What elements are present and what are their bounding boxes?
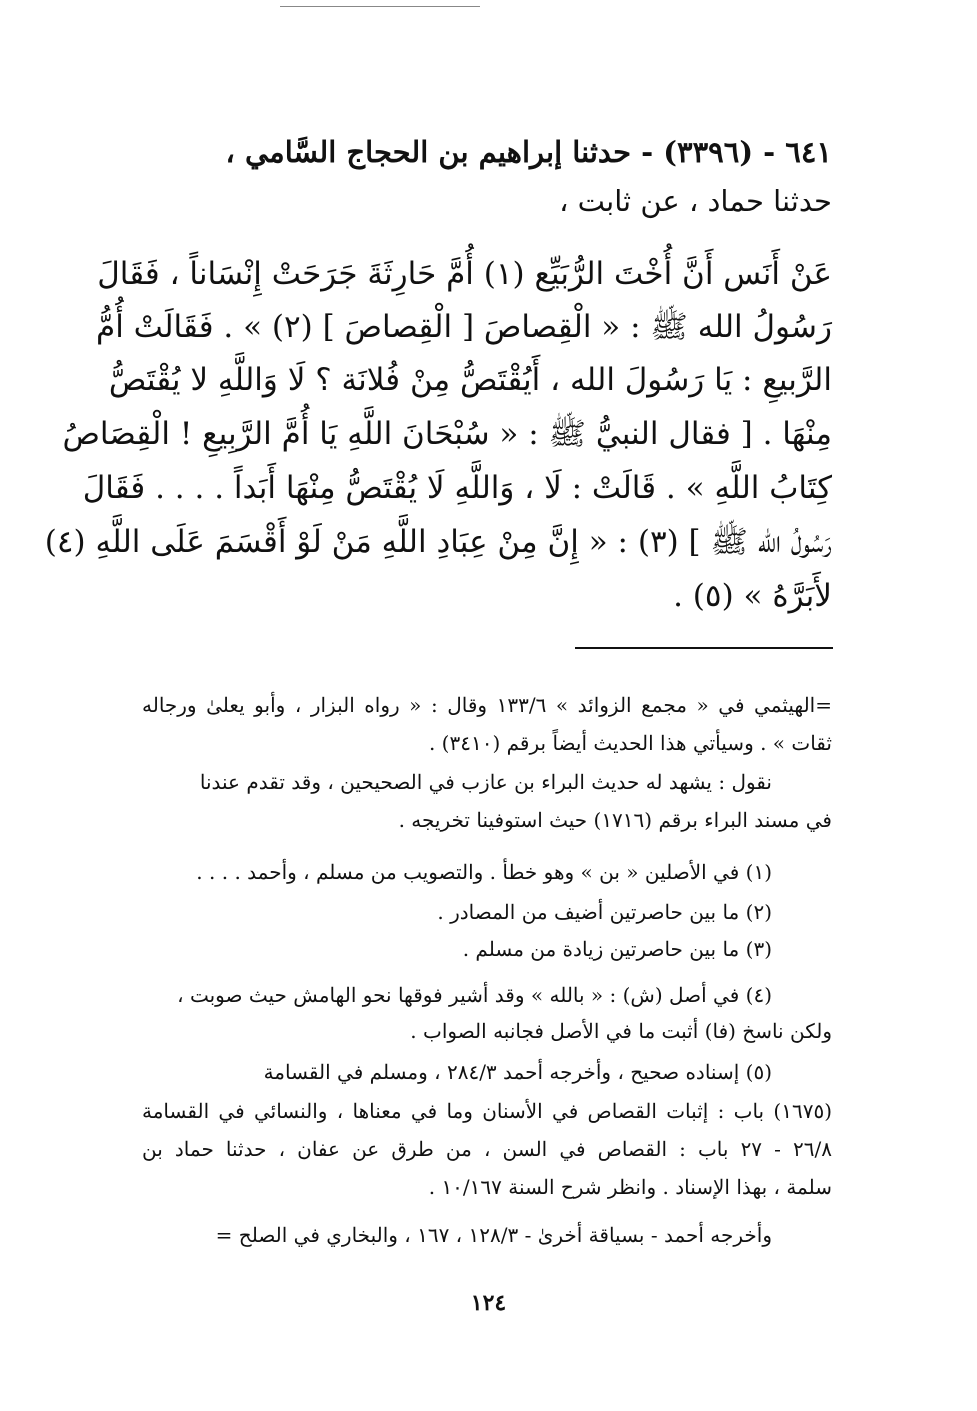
footnote-separator: [575, 647, 833, 649]
hadith-text-line: مِنْهَا . [ فقال النبيُّ ﷺ : « سُبْحَانَ اللَّهِ يَا أُمَّ الرَّبِيعِ ! الْقِصَاصُ: [62, 416, 832, 452]
hadith-text-line: رَسُولُ الله ﷺ ] (٣) : « إِنَّ مِنْ عِبَادِ اللَّهِ مَنْ لَوْ أَقْسَمَ عَلَى اللَّهِ (٤): [44, 524, 832, 560]
hadith-text-line: كِتَابُ اللَّهِ » . قَالَتْ : لَا ، وَاللَّهِ لَا يُقْتَصُّ مِنْهَا أَبَداً . . . . فَقَالَ: [82, 470, 832, 506]
hadith-header-line-2: حدثنا حماد ، عن ثابت ،: [559, 184, 832, 218]
footnote-3: (٣) ما بين حاصرتين زيادة من مسلم .: [462, 937, 772, 961]
footnote-carry-line: ثقات » . وسيأتي هذا الحديث أيضاً برقم (٣٤١٠) .: [428, 731, 832, 755]
hadith-text-line: لأَبَرَّهُ » (٥) .: [673, 578, 832, 614]
footnote-4-line: (٤) في أصل (ش) : « بالله » وقد أشير فوقها نحو الهامش حيث صوبت ،: [177, 983, 772, 1007]
footnote-comment-line: نقول : يشهد له حديث البراء بن عازب في الصحيحين ، وقد تقدم عندنا: [199, 770, 772, 794]
footnote-2: (٢) ما بين حاصرتين أضيف من المصادر .: [437, 900, 772, 924]
hadith-text-line: رَسُولُ الله ﷺ : « الْقِصاصَ [ الْقِصاصَ ] (٢) » . فَقَالَتْ أُمُّ: [96, 309, 832, 345]
footnote-carry-line: =الهيثمي في « مجمع الزوائد » ١٣٣/٦ وقال : « رواه البزار ، وأبو يعلىٰ ورجاله: [142, 693, 832, 717]
footnote-4-line: ولكن ناسخ (فا) أثبت ما في الأصل فجانبه الصواب .: [410, 1019, 832, 1043]
footnote-5-line: (١٦٧٥) باب : إثبات القصاص في الأسنان وما في معناها ، والنسائي في القسامة: [142, 1099, 832, 1123]
footnote-comment-line: في مسند البراء برقم (١٧١٦) حيث استوفينا تخريجه .: [398, 808, 832, 832]
footnote-5-line: سلمة ، بهذا الإسناد . وانظر شرح السنة ١٠/١٦٧ .: [428, 1175, 832, 1199]
footnote-1: (١) في الأصلين « بن » وهو خطأ . والتصويب من مسلم ، وأحمد . . . .: [196, 860, 772, 884]
hadith-header-line-1: ٦٤١ - (٣٣٩٦) - حدثنا إبراهيم بن الحجاج السَّامي ،: [225, 135, 832, 169]
top-rule: [280, 6, 480, 7]
footnote-5-line: ٢٦/٨ - ٢٧ باب : القصاص في السن ، من طرق عن عفان ، حدثنا حماد بن: [142, 1137, 832, 1161]
hadith-text-line: الرَّبيعِ : يَا رَسُولَ الله ، أَيُقْتَصُّ مِنْ فُلانَة ؟ لَا وَاللَّهِ لا يُقْتَصُّ: [108, 362, 832, 398]
footnote-continuation-line: وأخرجه أحمد - بسياقة أخرىٰ - ١٢٨/٣ ، ١٦٧ ، والبخاري في الصلح =: [215, 1223, 772, 1247]
page-number: ١٢٤: [470, 1290, 507, 1316]
footnote-5-line: (٥) إسناده صحيح ، وأخرجه أحمد ٢٨٤/٣ ، ومسلم في القسامة: [263, 1060, 772, 1084]
hadith-text-line: عَنْ أَنَس أَنَّ أُخْتَ الرُّبَيِّع (١) أُمَّ حَارِثَةَ جَرَحَتْ إِنْسَاناً ، فَقَالَ: [97, 256, 832, 292]
